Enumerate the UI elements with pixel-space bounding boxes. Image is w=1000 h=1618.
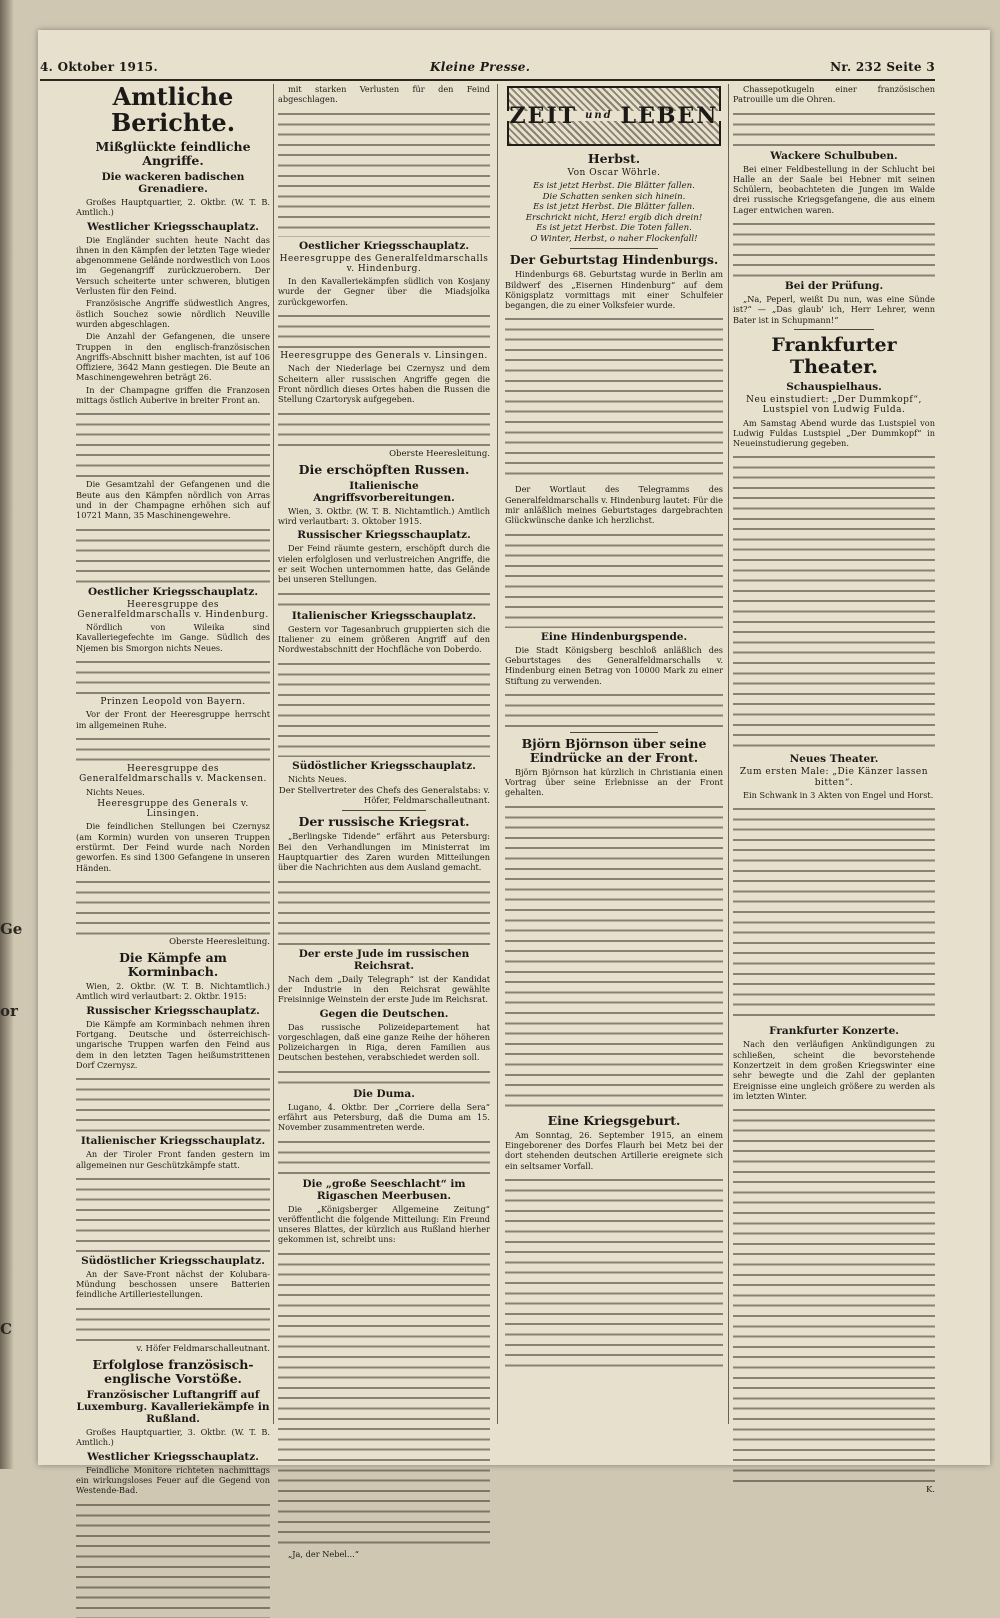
paragraph: Nach den verläufigen Ankündigungen zu schließen, scheint die bevorstehende Konzertzeit in dem großen Kriegswinter eine sehr bewegte und die Zahl der geplanten Ereignisse eine ungleich größere zu werden als im letzten Winter.: [733, 1039, 935, 1101]
army-group-line: Heeresgruppe des Generalfeldmarschalls v. Hindenburg.: [279, 253, 489, 274]
text-block: [76, 1172, 270, 1252]
signature: K.: [925, 1485, 935, 1496]
paragraph: Der Feind räumte gestern, erschöpft durch die vielen erfolglosen und verlustreichen Angriffe, die er seit Wochen unternommen hatte, das Gelände bei unseren Stellungen.: [278, 543, 490, 585]
section-title: Frankfurter Theater.: [771, 333, 897, 378]
subheadline: Bei der Prüfung.: [784, 280, 884, 293]
headline: Eine Kriegsgeburt.: [547, 1112, 681, 1128]
subheadline: Eine Hindenburgspende.: [540, 630, 688, 643]
edge-text-fragment: Ge: [0, 920, 23, 938]
paragraph: Bei einer Feldbestellung in der Schlucht bei Halle an der Saale bei Hebner mit seinen Schülern, beobachteten die Jungen im Walde drei russische Kriegsgefangene, die aus einem Lager entwichen waren.: [733, 163, 935, 215]
divider: [570, 248, 657, 249]
subheadline: Die „große Seeschlacht“ im Rigaschen Meerbusen.: [302, 1177, 466, 1202]
paragraph: Björn Björnson hat kürzlich in Christiania einen Vortrag über seine Erlebnisse an der Front gehalten.: [505, 766, 723, 798]
paragraph: Am Sonntag, 26. September 1915, an einem Eingeborener des Dorfes Flaurh bei Metz bei der dort stehenden deutschen Artillerie ereignete sich ein seltsamer Vorfall.: [505, 1129, 723, 1171]
poem-line: Es ist jetzt Herbst. Die Blätter fallen.: [533, 202, 695, 213]
paragraph: An der Save-Front nächst der Kolubara-Mündung beschossen unsere Batterien feindliche Artilleriestellungen.: [76, 1268, 270, 1300]
text-block: [505, 688, 723, 728]
edge-text-fragment: C: [0, 1320, 12, 1338]
dateline: Großes Hauptquartier, 2. Oktbr. (W. T. B. Amtlich.): [76, 197, 270, 218]
paragraph: Feindliche Monitore richteten nachmittags ein wirkungsloses Feuer auf die Gegend von Westende-Bad.: [76, 1464, 270, 1496]
text-block: [505, 800, 723, 1110]
paragraph: Nach dem „Daily Telegraph“ ist der Kandidat der Industrie in den Reichsrat gewählte Freisinnige Weinstein der erste Jude im Reichsrat.: [278, 973, 490, 1005]
headline: Erfolglose französisch-englische Vorstöße.: [92, 1357, 254, 1387]
paragraph: An der Tiroler Front fanden gestern im allgemeinen nur Geschützkämpfe statt.: [76, 1149, 270, 1170]
author-line: Von Oscar Wöhrle.: [567, 168, 661, 178]
poem-line: Es ist jetzt Herbst. Die Blätter fallen.: [533, 181, 695, 192]
text-block: [76, 1072, 270, 1132]
column-2: [278, 84, 490, 1559]
text-block: [278, 657, 490, 757]
play-line: Neu einstudiert: „Der Dummkopf“, Lustspiel von Ludwig Fulda.: [746, 394, 922, 416]
issue-date: 4. Oktober 1915.: [40, 60, 158, 74]
subheadline: Italienischer Kriegsschauplatz.: [291, 609, 477, 622]
subheadline: Russischer Kriegsschauplatz.: [297, 529, 471, 542]
poem-line: O Winter, Herbst, o naher Flockenfall!: [530, 233, 698, 244]
paragraph: Ein Schwank in 3 Akten von Engel und Horst.: [743, 790, 934, 801]
headline: Die Kämpfe am Korminbach.: [119, 950, 227, 980]
subheadline: Südöstlicher Kriegsschauplatz.: [292, 759, 476, 772]
subheadline: Die wackeren badischen Grenadiere.: [101, 171, 245, 195]
headline: Björn Björnson über seine Eindrücke an der Front.: [521, 735, 707, 765]
text-block: [733, 107, 935, 147]
text-block: [733, 802, 935, 1022]
divider: [342, 810, 427, 811]
subheadline: Oestlicher Kriegsschauplatz.: [87, 585, 259, 598]
column-divider: [728, 84, 729, 1424]
text-block: [76, 523, 270, 583]
poem-line: Die Schatten senken sich hinein.: [542, 191, 686, 202]
paragraph: Die Stadt Königsberg beschloß anläßlich des Geburtstages des Generalfeldmarschalls v. Hindenburg einen Betrag von 10000 Mark zu einer Stiftung zu verwenden.: [505, 644, 723, 686]
banner-word: ZEIT: [504, 111, 584, 121]
edge-text-fragment: or: [0, 1002, 18, 1020]
subheadline: Gegen die Deutschen.: [319, 1007, 449, 1020]
army-group-line: Heeresgruppe des Generals v. Linsingen.: [97, 798, 249, 820]
signature: v. Höfer Feldmarschalleutnant.: [136, 1343, 270, 1354]
paragraph: Vor der Front der Heeresgruppe herrscht im allgemeinen Ruhe.: [76, 709, 270, 730]
paragraph: Lugano, 4. Oktbr. Der „Corriere della Sera“ erfährt aus Petersburg, daß die Duma am 15. November zusammentreten werde.: [278, 1101, 490, 1133]
signature: Der Stellvertreter des Chefs des Generalstabs: v. Höfer, Feldmarschalleutnant.: [278, 785, 490, 807]
poem-title: Herbst.: [587, 151, 641, 166]
signature: Oberste Heeresleitung.: [169, 936, 270, 947]
play-line: Zum ersten Male: „Die Känzer lassen bitten“.: [739, 767, 929, 788]
paragraph: Nichts Neues.: [288, 773, 347, 784]
banner-word: und: [585, 109, 613, 121]
subheadline: Schauspielhaus.: [786, 380, 882, 393]
paragraph: „Na, Peperl, weißt Du nun, was eine Sünde ist?“ — „Das glaub' ich, Herr Lehrer, wenn Bater ist in Schupmann!“: [733, 294, 935, 325]
paragraph: Das russische Polizeidepartement hat vorgeschlagen, daß eine ganze Reihe der höheren Polizeichargen in Riga, deren Familien aus Deutschen bestehen, verabschiedet werden soll.: [278, 1021, 490, 1063]
paragraph: Nach der Niederlage bei Czernysz und dem Scheitern aller russischen Angriffe gegen die Front nördlich dieses Ortes haben die Russen die Stellung Czartorysk aufgegeben.: [278, 363, 490, 405]
subheadline: Westlicher Kriegsschauplatz.: [87, 220, 259, 233]
text-block: [733, 1103, 935, 1483]
text-block: [505, 312, 723, 482]
paragraph: In den Kavalleriekämpfen südlich von Kosjany wurde der Gegner über die Miadsjolka zurückgeworfen.: [278, 276, 490, 307]
dateline: Großes Hauptquartier, 3. Oktbr. (W. T. B. Amtlich.): [76, 1427, 270, 1448]
poem-line: Erschrickt nicht, Herz! ergib dich drein!: [525, 212, 703, 223]
column-divider: [273, 84, 274, 1424]
subheadline: Wackere Schulbuben.: [770, 149, 898, 162]
paragraph: „Ja, der Nebel...“: [288, 1548, 359, 1559]
army-group-line: Heeresgruppe des Generalfeldmarschalls v. Mackensen.: [79, 763, 267, 785]
subheadline: Italienische Angriffsvorbereitungen.: [313, 479, 455, 504]
column-1: [76, 82, 270, 1496]
text-block: [505, 528, 723, 628]
paragraph: Französische Angriffe südwestlich Angres, östlich Souchez sowie nördlich Neuville wurden abgeschlagen.: [76, 298, 270, 329]
paragraph: Die „Königsberger Allgemeine Zeitung“ veröffentlicht die folgende Mitteilung: Ein Freund unseres Blattes, der kürzlich aus Rußland hierher gekommen ist, schreibt uns:: [278, 1203, 490, 1245]
headline: Der Geburtstag Hindenburgs.: [509, 252, 719, 268]
headline: Der russische Kriegsrat.: [298, 814, 470, 830]
poem: [505, 181, 723, 244]
paragraph: Gestern vor Tagesanbruch gruppierten sich die Italiener zu einem größeren Angriff auf den Nordwestabschnitt der Hochfläche von Doberdo.: [278, 623, 490, 655]
subheadline: Neues Theater.: [789, 753, 879, 766]
paragraph: Die Anzahl der Gefangenen, die unsere Truppen in den englisch-französischen Angriffs-Abschnitt bisher machten, ist auf 106 Offiziere, 3642 Mann gestiegen. Die Beute an Maschinengewehren beträgt 26.: [76, 331, 270, 383]
paragraph: Die Gesamtzahl der Gefangenen und die Beute aus den Kämpfen nördlich von Arras und in der Champagne erhöhen sich auf 10721 Mann, 35 Maschinengewehre.: [76, 479, 270, 521]
headline: Mißglückte feindliche Angriffe.: [95, 139, 251, 168]
paragraph: „Berlingske Tidende“ erfährt aus Petersburg: Bei den Verhandlungen im Ministerrat im Hauptquartier des Zaren wurden Mitteilungen über die Nachrichten aus dem Ausland gemacht.: [278, 831, 490, 873]
paragraph: Die feindlichen Stellungen bei Czernysz (am Kormin) wurden von unseren Truppen erstürmt. Der Feind wurde nach Norden geworfen. Es sind 1300 Gefangene in unseren Händen.: [76, 821, 270, 873]
header-rule: [40, 79, 935, 81]
paragraph: Nichts Neues.: [86, 786, 145, 797]
paragraph: Nördlich von Wileika sind Kavalleriegefechte im Gange. Südlich des Njemen bis Smorgon nichts Neues.: [76, 622, 270, 653]
text-block: [278, 587, 490, 607]
page-number: Nr. 232 Seite 3: [830, 60, 935, 74]
army-group-line: Prinzen Leopold von Bayern.: [100, 697, 246, 708]
dateline: Wien, 3. Oktbr. (W. T. B. Nichtamtlich.) Amtlich wird verlautbart: 3. Oktober 1915.: [278, 505, 490, 527]
subheadline: Westlicher Kriegsschauplatz.: [87, 1450, 259, 1463]
subheadline: Russischer Kriegsschauplatz.: [86, 1004, 260, 1017]
text-block: [733, 217, 935, 277]
army-group-line: Heeresgruppe des Generals v. Linsingen.: [280, 351, 488, 362]
paragraph: mit starken Verlusten für den Feind abgeschlagen.: [278, 84, 490, 105]
text-block: [76, 1302, 270, 1342]
subheadline: Südöstlicher Kriegsschauplatz.: [81, 1254, 265, 1267]
paragraph: Die Kämpfe am Korminbach nehmen ihren Fortgang. Deutsche und österreichisch-ungarische Truppen warfen den Feind aus dem in den letzten Tagen heißumstrittenen Dorf Czernysz.: [76, 1018, 270, 1070]
army-group-line: Heeresgruppe des Generalfeldmarschalls v. Hindenburg.: [77, 599, 269, 620]
column-divider: [497, 84, 498, 1424]
paragraph: Die Engländer suchten heute Nacht das ihnen in den Kämpfen der letzten Tage wieder abgenommene Gelände nordwestlich von Loos im Gegenangriff zurückzuerobern. Der Versuch scheiterte unter schweren, blutigen Verlusten für den Feind.: [76, 234, 270, 297]
text-block: [505, 1173, 723, 1373]
text-block: [76, 875, 270, 935]
text-block: [76, 1498, 270, 1618]
headline: Die erschöpften Russen.: [298, 461, 470, 477]
text-block: [76, 655, 270, 695]
text-block: [733, 450, 935, 750]
subheadline: Der erste Jude im russischen Reichsrat.: [298, 947, 470, 972]
text-block: [76, 407, 270, 477]
signature: Oberste Heeresleitung.: [389, 448, 490, 459]
subheadline: Frankfurter Konzerte.: [769, 1025, 899, 1038]
subheadline: Französischer Luftangriff auf Luxemburg. Kavalleriekämpfe in Rußland.: [76, 1389, 270, 1426]
paragraph: Chassepotkugeln einer französischen Patrouille um die Ohren.: [733, 84, 935, 105]
poem-line: Es ist jetzt Herbst. Die Toten fallen.: [536, 223, 692, 234]
text-block: [76, 732, 270, 762]
zeit-und-leben-banner: [507, 86, 721, 146]
banner-word: LEBEN: [615, 111, 725, 121]
text-block: [278, 107, 490, 237]
paragraph: In der Champagne griffen die Franzosen mittags östlich Auberive in breiter Front an.: [76, 384, 270, 406]
masthead: Kleine Presse.: [430, 60, 531, 74]
dateline: Wien, 2. Oktbr. (W. T. B. Nichtamtlich.) Amtlich wird verlautbart: 2. Oktbr. 1915:: [76, 981, 270, 1002]
text-block: [278, 407, 490, 447]
text-block: [278, 875, 490, 945]
subheadline: Die Duma.: [353, 1087, 415, 1100]
text-block: [278, 309, 490, 349]
text-block: [278, 1065, 490, 1085]
divider: [794, 329, 875, 330]
text-block: [278, 1135, 490, 1175]
subheadline: Oestlicher Kriegsschauplatz.: [298, 239, 470, 252]
column-4: [733, 84, 935, 1496]
section-title: Amtliche Berichte.: [110, 82, 236, 137]
paragraph: Der Wortlaut des Telegramms des Generalfeldmarschalls v. Hindenburg lautet: Für die mir anläßlich meines Geburtstages dargebrachten Glückwünsche danke ich herzlichst.: [505, 484, 723, 526]
subheadline: Italienischer Kriegsschauplatz.: [80, 1135, 266, 1148]
column-3: [505, 84, 723, 1434]
text-block: [278, 1247, 490, 1547]
paragraph: Am Samstag Abend wurde das Lustspiel von Ludwig Fuldas Lustspiel „Der Dummkopf“ in Neueinstudierung gegeben.: [733, 417, 935, 449]
divider: [570, 732, 657, 733]
page-edge-strip: [0, 0, 23, 1469]
paragraph: Hindenburgs 68. Geburtstag wurde in Berlin am Bildwerf des „Eisernen Hindenburg“ auf dem Königsplatz vormittags mit einer Schulfeier begangen, die zu einer Volksfeier wurde.: [505, 269, 723, 311]
